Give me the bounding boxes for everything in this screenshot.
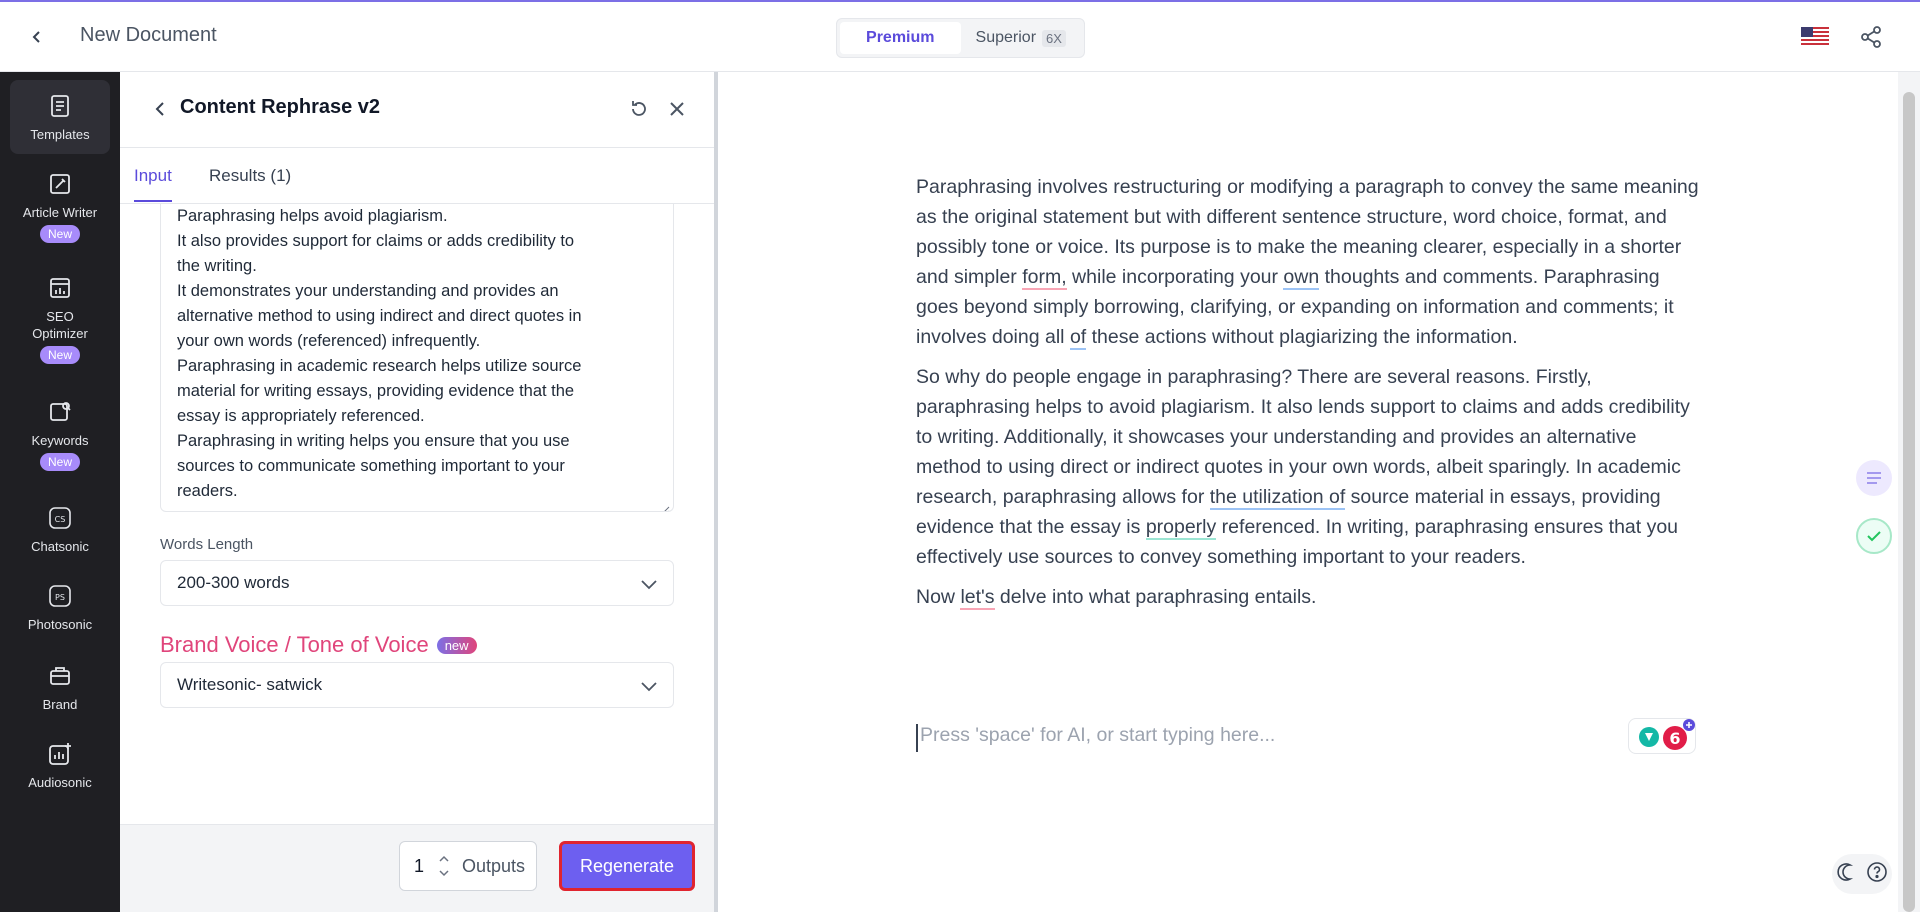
help-widget[interactable]	[1832, 854, 1892, 894]
nav-item-templates[interactable]	[10, 80, 110, 154]
paragraph	[916, 172, 1706, 352]
nav-item-article-writer[interactable]	[10, 170, 110, 243]
panel-header	[120, 72, 714, 148]
plan-superior-badge: 6X	[1042, 30, 1066, 47]
paragraph	[916, 582, 1706, 612]
plan-superior-button[interactable]	[961, 22, 1082, 54]
us-flag-icon[interactable]	[1801, 27, 1829, 47]
stepper-arrows-icon[interactable]	[436, 852, 452, 880]
input-line: your own words (referenced) infrequently.	[177, 332, 481, 350]
editor-scrollbar[interactable]	[1898, 72, 1920, 912]
input-line: Paraphrasing in writing helps you ensure that you use	[177, 432, 570, 450]
text-run: referenced. In writing, paraphrasing ensures that you effectively use sources to convey something important to your readers.	[916, 516, 1679, 568]
photosonic-icon	[46, 582, 74, 610]
nav-label-photosonic: Photosonic	[27, 617, 93, 632]
editor-placeholder[interactable]: Press 'space' for AI, or start typing here...	[916, 724, 1275, 752]
nav-item-seo-optimizer[interactable]	[10, 274, 110, 364]
panel-footer	[120, 824, 714, 912]
nav-item-photosonic[interactable]	[10, 582, 110, 633]
plan-premium-label: Premium	[866, 29, 935, 46]
scrollbar-thumb[interactable]	[1903, 92, 1915, 912]
new-badge: New	[40, 346, 80, 364]
close-icon[interactable]	[666, 98, 688, 120]
brand-icon	[46, 662, 74, 690]
text-run: Now	[916, 586, 961, 608]
audiosonic-icon	[46, 740, 74, 768]
input-line: Paraphrasing in academic research helps utilize source	[177, 357, 582, 375]
text-run: delve into what paraphrasing entails.	[994, 586, 1317, 608]
tab-results[interactable]: Results (1)	[209, 166, 292, 185]
brand-voice-value: Writesonic- satwick	[177, 675, 323, 694]
nav-item-keywords[interactable]	[10, 398, 110, 471]
nav-label-article-writer: Article Writer	[22, 205, 98, 220]
document-title[interactable]: New Document	[80, 24, 217, 46]
seo-optimizer-icon	[46, 274, 74, 302]
back-arrow-icon[interactable]	[24, 24, 50, 50]
input-line: Paraphrasing helps avoid plagiarism.	[177, 207, 448, 225]
words-length-value: 200-300 words	[177, 573, 290, 592]
text-run: thoughts and comments. Paraphrasing goes beyond simply borrowing, clarifying, or expanding on information and comments; it involves doing all	[916, 266, 1674, 348]
tab-input[interactable]: Input	[134, 166, 172, 202]
help-icon[interactable]	[1866, 861, 1888, 888]
plan-switch	[836, 18, 1085, 58]
new-badge: New	[40, 453, 80, 471]
input-line: material for writing essays, providing evidence that the	[177, 382, 575, 400]
outputs-label: Outputs	[462, 855, 526, 876]
chevron-down-icon	[639, 574, 659, 594]
panel-back-icon[interactable]	[150, 98, 172, 120]
writing-assistant-widget[interactable]	[1628, 718, 1696, 754]
assistant-count: 6	[1669, 729, 1681, 748]
template-panel	[120, 72, 718, 912]
brand-voice-label	[160, 632, 477, 658]
share-icon[interactable]	[1858, 24, 1884, 50]
templates-icon	[46, 92, 74, 120]
resize-handle-icon[interactable]	[660, 498, 670, 508]
input-line: readers.	[177, 482, 238, 500]
grammar-suggestion[interactable]: the utilization of	[1209, 486, 1346, 508]
chevron-down-icon	[639, 676, 659, 696]
brand-voice-label-text: Brand Voice / Tone of Voice	[160, 632, 429, 657]
content-input-textarea[interactable]	[160, 204, 674, 512]
grammar-suggestion[interactable]: properly	[1145, 516, 1217, 538]
left-nav	[0, 72, 120, 912]
top-bar	[0, 0, 1920, 72]
theme-toggle-icon[interactable]	[1837, 862, 1857, 887]
input-line: the writing.	[177, 257, 257, 275]
regenerate-button[interactable]: Regenerate	[559, 841, 695, 891]
text-run: source material in essays, providing evidence that the essay is	[916, 486, 1661, 538]
tabs-row	[120, 148, 714, 204]
grammar-suggestion[interactable]: form,	[1022, 266, 1067, 288]
input-line: alternative method to using indirect and direct quotes in	[177, 307, 582, 325]
nav-item-brand[interactable]	[10, 662, 110, 713]
outputs-stepper[interactable]	[399, 841, 537, 891]
words-length-select[interactable]	[160, 560, 674, 606]
plan-premium-button[interactable]	[840, 22, 961, 54]
svg-text:CS: CS	[54, 515, 66, 524]
check-icon[interactable]	[1856, 518, 1892, 554]
nav-item-audiosonic[interactable]	[10, 740, 110, 791]
grammar-suggestion[interactable]: own	[1283, 266, 1320, 288]
document-body[interactable]	[916, 172, 1706, 622]
brand-voice-select[interactable]	[160, 662, 674, 708]
input-line: It demonstrates your understanding and provides an	[177, 282, 559, 300]
grammar-suggestion[interactable]: of	[1069, 326, 1087, 348]
input-line: sources to communicate something important to your	[177, 457, 565, 475]
text-run: Paraphrasing involves restructuring or modifying a paragraph to convey the same meaning as the original statement but with different sentence structure, word choice, format, and possibly tone or voice. Its purpose is to make the meaning clearer, especially in a shorter and simpler	[916, 176, 1699, 288]
nav-label-brand: Brand	[42, 697, 78, 712]
nav-label-seo-optimizer: SEO Optimizer	[32, 309, 88, 341]
document-editor[interactable]	[722, 72, 1898, 912]
new-badge: new	[437, 637, 477, 654]
words-length-label: Words Length	[160, 536, 254, 553]
nav-label-audiosonic: Audiosonic	[28, 775, 92, 790]
outputs-value: 1	[414, 855, 425, 876]
panel-title: Content Rephrase v2	[180, 96, 381, 118]
input-line: It also provides support for claims or adds credibility to	[177, 232, 575, 250]
new-badge: New	[40, 225, 80, 243]
keywords-icon	[46, 398, 74, 426]
text-run: these actions without plagiarizing the information.	[1086, 326, 1518, 348]
nav-label-chatsonic: Chatsonic	[31, 539, 89, 554]
grammar-suggestion[interactable]: let's	[960, 586, 995, 608]
input-line: essay is appropriately referenced.	[177, 407, 425, 425]
nav-item-chatsonic[interactable]	[10, 504, 110, 555]
article-writer-icon	[46, 170, 74, 198]
plan-superior-label: Superior	[975, 29, 1037, 46]
svg-text:PS: PS	[55, 593, 65, 602]
comments-icon[interactable]	[1856, 460, 1892, 496]
text-run: So why do people engage in paraphrasing? There are several reasons. Firstly, paraphrasing helps to avoid plagiarism. It also lends support to claims and adds credibility to writing. Additionally, it showcases your understanding and provides an alternative method to using direct or indirect quotes in your own words, albeit sparingly. In academic research, paraphrasing allows for	[916, 366, 1690, 508]
nav-label-keywords: Keywords	[31, 433, 89, 448]
chatsonic-icon	[46, 504, 74, 532]
paragraph	[916, 362, 1706, 572]
nav-label-templates: Templates	[30, 127, 90, 142]
text-run: while incorporating your	[1066, 266, 1284, 288]
reset-icon[interactable]	[628, 98, 650, 120]
